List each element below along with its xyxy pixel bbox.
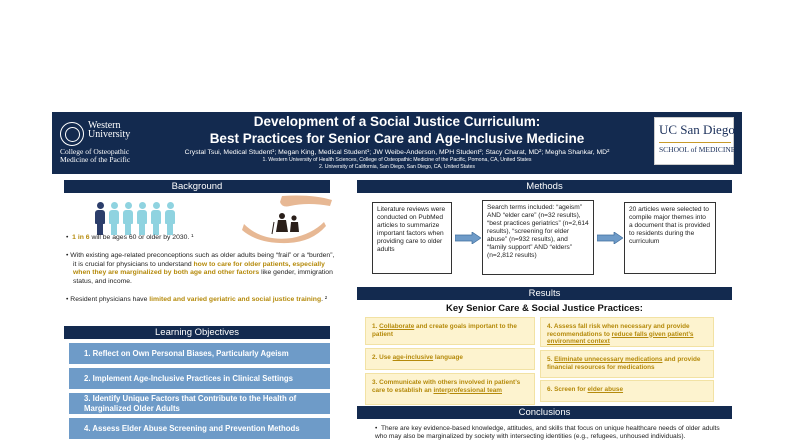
poster-header <box>52 112 742 174</box>
result-item-3: 3. Communicate with others involved in patient’s care to establish an interprofessional team <box>365 373 535 405</box>
objective-3: 3. Identify Unique Factors that Contribute to the Health of Marginalized Older Adults <box>69 393 330 414</box>
logo-college-name: College of Osteopathic Medicine of the Pacific <box>60 147 131 164</box>
learning-objectives-heading: Learning Objectives <box>64 326 330 339</box>
background-stat: • 1 in 6 will be ages 60 or older by 2030. ¹ <box>66 234 194 241</box>
population-people-icon <box>94 202 184 238</box>
western-university-logo <box>58 118 140 170</box>
logo-university-name: Western University <box>88 120 131 140</box>
right-arrow-icon <box>597 232 623 244</box>
methods-box-search-terms: Search terms included: “ageism” AND “elder care” (n=32 results), “best practices geriatrics” (n=2,614 results), “screening for elder abuse” (n=932 results), and “family support” AND “elders” (n=2,812 results) <box>482 200 594 275</box>
affiliation-1: 1. Western University of Health Sciences, College of Osteopathic Medicine of the Pacific, Pomona, CA, United States <box>262 157 532 163</box>
background-heading: Background <box>64 180 330 193</box>
methods-heading: Methods <box>357 180 732 193</box>
background-paragraph-2: • With existing age-related preconceptions such as older adults being “frail” or a “burden”, it is crucial for physicians to understand how to care for older patients, especially when they are marginalized by both age and other factors like gender, immigration status, and income. <box>66 252 335 285</box>
conclusions-text: • There are key evidence-based knowledge, attitudes, and skills that focus on unique healthcare needs of older adults who may also be marginalized by society with intersecting identities (e.g., refugees, unhoused individuals). <box>375 425 720 440</box>
objective-1: 1. Reflect on Own Personal Biases, Particularly Ageism <box>69 343 330 364</box>
person-icon <box>108 202 120 236</box>
person-icon <box>136 202 148 236</box>
methods-box-selection: 20 articles were selected to compile major themes into a document that is provided to residents during the curriculum <box>624 202 716 274</box>
results-subtitle: Key Senior Care & Social Justice Practices: <box>446 303 643 314</box>
objective-4: 4. Assess Elder Abuse Screening and Prevention Methods <box>69 418 330 439</box>
person-icon <box>94 202 106 236</box>
result-item-5: 5. Eliminate unnecessary medications and provide financial resources for medications <box>540 350 714 378</box>
result-item-6: 6. Screen for elder abuse <box>540 380 714 402</box>
poster-title-line1: Development of a Social Justice Curriculum: <box>253 114 541 129</box>
background-paragraph-3: • Resident physicians have limited and varied geriatric and social justice training. ² <box>66 296 328 303</box>
result-item-2: 2. Use age-inclusive language <box>365 348 535 370</box>
university-seal-icon <box>60 122 84 146</box>
result-item-4: 4. Assess fall risk when necessary and provide recommendations to reduce falls given patient’s environment context <box>540 317 714 347</box>
person-icon <box>122 202 134 236</box>
right-arrow-icon <box>455 232 481 244</box>
uc-san-diego-logo: UC San Diego SCHOOL of MEDICINE <box>654 117 734 165</box>
objective-2: 2. Implement Age-Inclusive Practices in Clinical Settings <box>69 368 330 389</box>
authors: Crystal Tsui, Medical Student¹; Megan King, Medical Student¹; JW Weibe-Anderson, MPH Student²; Stacy Charat, MD²; Megha Shankar, MD² <box>184 149 610 156</box>
affiliation-2: 2. University of California, San Diego, San Diego, CA, United States <box>319 164 475 170</box>
methods-box-literature: Literature reviews were conducted on PubMed articles to summarize important factors when providing care to older adults <box>372 202 452 274</box>
poster-title-line2: Best Practices for Senior Care and Age-Inclusive Medicine <box>209 131 585 146</box>
poster <box>52 112 742 445</box>
conclusions-heading: Conclusions <box>357 406 732 419</box>
person-icon <box>150 202 162 236</box>
person-icon <box>164 202 176 236</box>
result-item-1: 1. Collaborate and create goals important to the patient <box>365 317 535 345</box>
results-heading: Results <box>357 287 732 300</box>
